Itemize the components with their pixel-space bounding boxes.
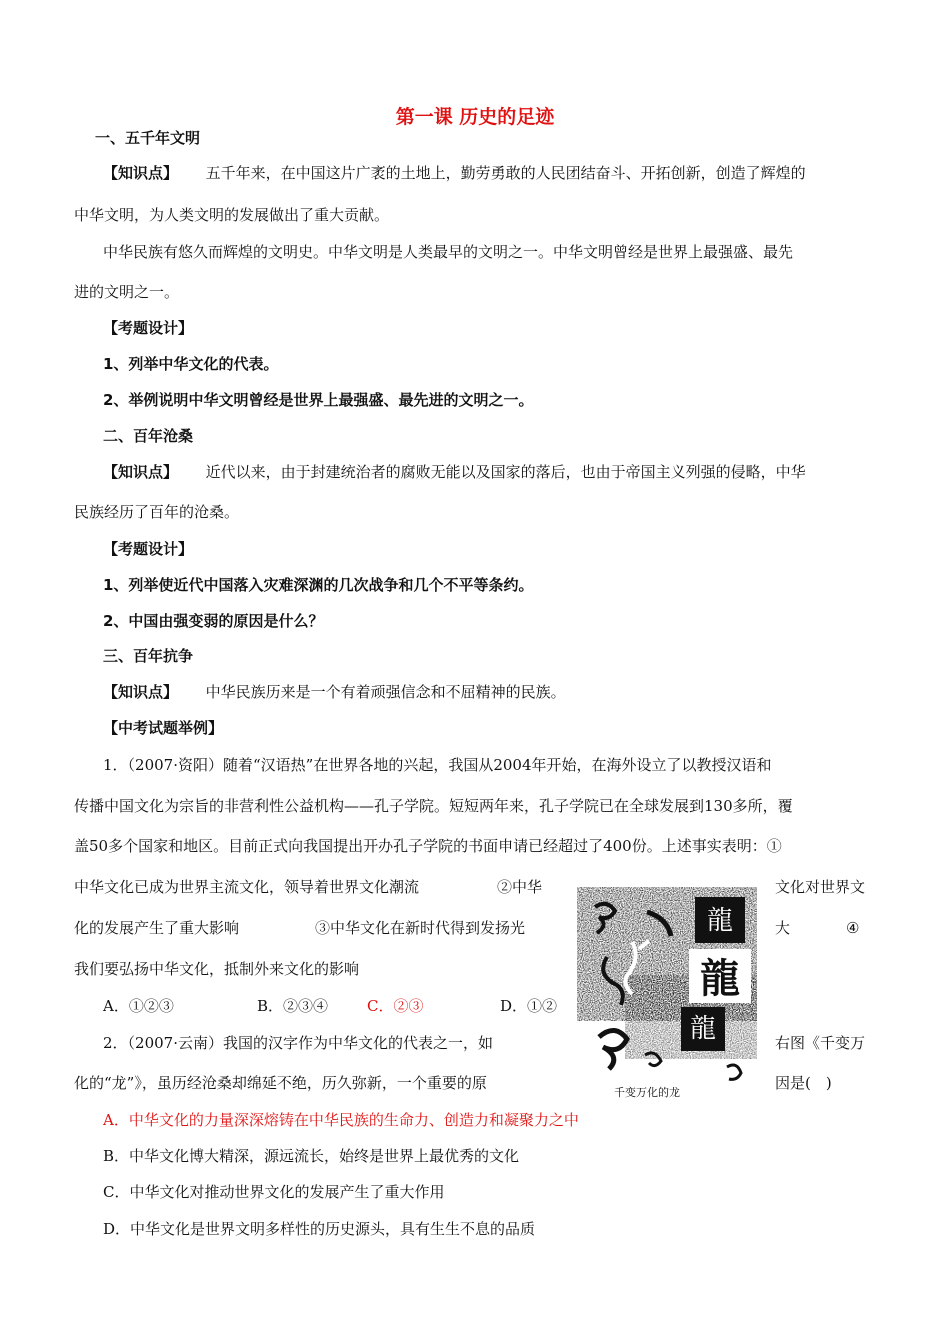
exam-design-label-2: 【考题设计】 [103, 540, 194, 558]
section-heading-1: 一、五千年文明 [95, 129, 201, 147]
question-1-line-4c: 文化对世界文 [775, 878, 866, 896]
design-question-1-2: 2、举例说明中华文明曾经是世界上最强盛、最先进的文明之一。 [103, 391, 534, 409]
question-2-line-2b: 因是( ) [775, 1074, 832, 1092]
question-2-line-2a: 化的“龙”》，虽历经沧桑却绵延不绝，历久弥新，一个重要的原 [74, 1074, 487, 1092]
knowledge-point-1-line-1 [103, 163, 806, 183]
page-title: 第一课 历史的足迹 [395, 106, 555, 128]
question-1-line-5a: 化的发展产生了重大影响 [74, 919, 240, 937]
knowledge-label: 【知识点】 [103, 683, 179, 701]
knowledge-label: 【知识点】 [103, 164, 179, 182]
question-2-option-d: D．中华文化是世界文明多样性的历史源头，具有生生不息的品质 [103, 1220, 536, 1238]
exam-design-label-1: 【考题设计】 [103, 319, 194, 337]
design-question-2-1: 1、列举使近代中国落入灾难深渊的几次战争和几个不平等条约。 [103, 576, 534, 594]
knowledge-label: 【知识点】 [103, 463, 179, 481]
figure-caption: 千变万化的龙 [577, 1084, 717, 1100]
exam-examples-label: 【中考试题举例】 [103, 719, 224, 737]
knowledge-point-3 [103, 682, 566, 702]
question-1-line-5d: ④ [846, 919, 860, 937]
question-1-option-a: A．①②③ [103, 997, 174, 1015]
question-1-line-6: 我们要弘扬中华文化，抵制外来文化的影响 [74, 960, 360, 978]
question-1-line-2: 传播中国文化为宗旨的非营利性公益机构——孔子学院。短短两年来，孔子学院已在全球发展到130多所，覆 [74, 797, 793, 815]
paragraph-2-line-2: 进的文明之一。 [74, 283, 180, 301]
seal-glyph-1: 龍 [706, 906, 734, 936]
question-2-line-1b: 右图《千变万 [775, 1034, 866, 1052]
seal-glyph-2: 龍 [700, 955, 740, 1002]
knowledge-text: 五千年来，在中国这片广袤的土地上，勤劳勇敢的人民团结奋斗、开拓创新，创造了辉煌的 [205, 164, 806, 182]
seal-glyph-3: 龍 [689, 1014, 717, 1044]
question-2-option-c: C．中华文化对推动世界文化的发展产生了重大作用 [103, 1183, 445, 1201]
question-1-line-5b: ③中华文化在新时代得到发扬光 [315, 919, 526, 937]
paragraph-2-line-1: 中华民族有悠久而辉煌的文明史。中华文明是人类最早的文明之一。中华文明曾经是世界上最强盛、最先 [103, 243, 794, 261]
question-2-option-a-answer: A．中华文化的力量深深熔铸在中华民族的生命力、创造力和凝聚力之中 [103, 1111, 579, 1129]
question-2-line-1a: 2．（2007·云南）我国的汉字作为中华文化的代表之一，如 [103, 1034, 493, 1052]
question-1-line-1: 1．（2007·资阳）随着“汉语热”在世界各地的兴起，我国从2004年开始，在海外设立了以教授汉语和 [103, 756, 772, 774]
question-1-line-4a: 中华文化已成为世界主流文化，领导着世界文化潮流 [74, 878, 420, 896]
knowledge-text: 中华民族历来是一个有着顽强信念和不屈精神的民族。 [205, 683, 566, 701]
question-1-line-5c: 大 [775, 919, 791, 937]
question-1-line-4b: ②中华 [497, 878, 543, 896]
design-question-2-2: 2、中国由强变弱的原因是什么？ [103, 612, 324, 630]
knowledge-text: 近代以来，由于封建统治者的腐败无能以及国家的落后，也由于帝国主义列强的侵略，中华 [205, 463, 806, 481]
question-1-option-c-answer: C．②③ [367, 997, 424, 1015]
question-2-option-b: B．中华文化博大精深，源远流长，始终是世界上最优秀的文化 [103, 1147, 520, 1165]
section-heading-3: 三、百年抗争 [103, 647, 194, 665]
knowledge-point-2-line-2: 民族经历了百年的沧桑。 [74, 503, 240, 521]
knowledge-point-2-line-1 [103, 462, 806, 482]
dragon-calligraphy-figure [577, 887, 757, 1099]
question-1-option-b: B．②③④ [257, 997, 329, 1015]
question-1-option-d: D．①② [500, 997, 558, 1015]
section-heading-2: 二、百年沧桑 [103, 427, 194, 445]
question-1-line-3: 盖50多个国家和地区。目前正式向我国提出开办孔子学院的书面申请已经超过了400份。上述事实表明：① [74, 837, 782, 855]
knowledge-point-1-line-2: 中华文明，为人类文明的发展做出了重大贡献。 [74, 206, 390, 224]
design-question-1-1: 1、列举中华文化的代表。 [103, 355, 279, 373]
